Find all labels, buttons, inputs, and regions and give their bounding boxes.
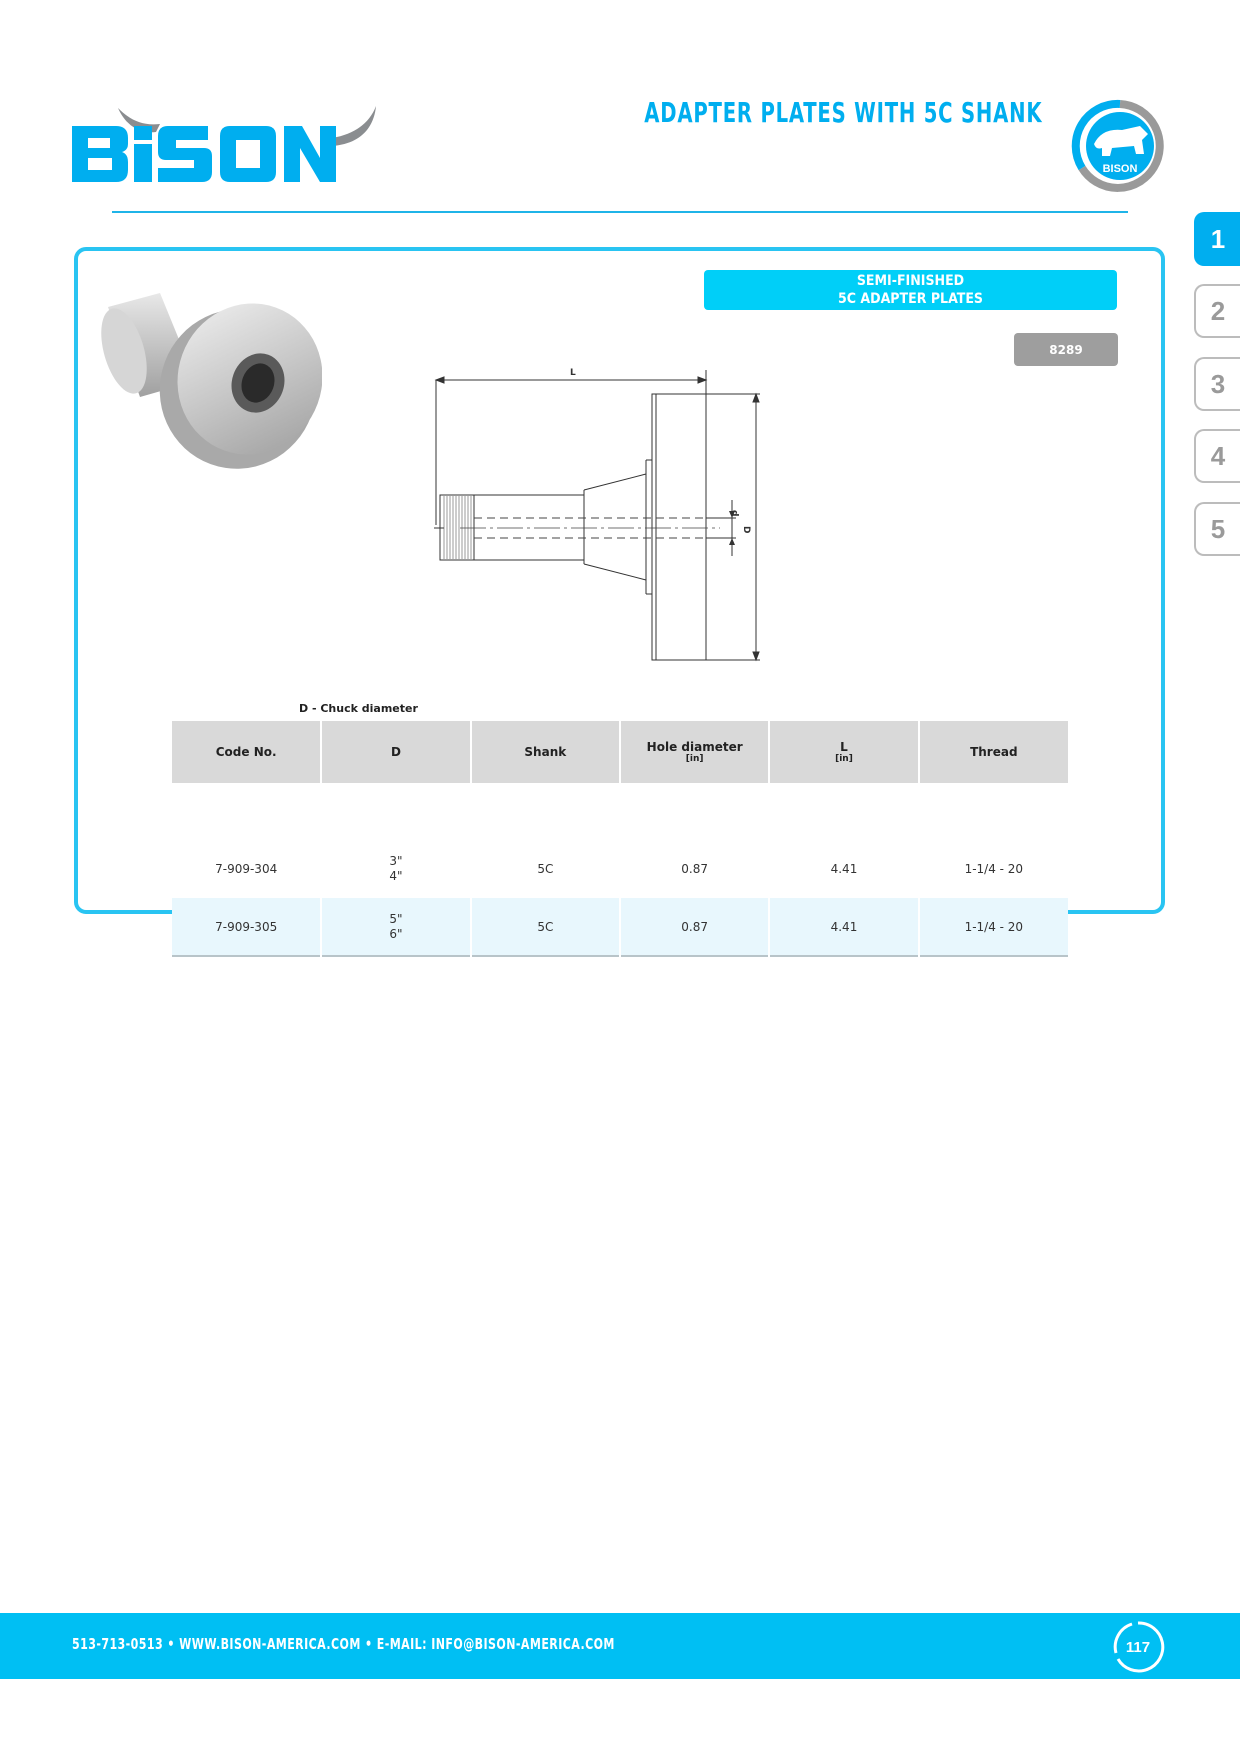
cell-shank: 5C [471,840,620,898]
cell-d: 3" 4" [321,840,470,898]
cell-thread: 1-1/4 - 20 [964,862,1024,876]
cell-hole: 0.87 [620,898,769,956]
header-shank: Shank [471,721,620,783]
badge-line-1: SEMI-FINISHED [856,273,965,289]
table-row [172,840,1068,898]
table-header-row [172,721,1068,783]
product-photo [100,285,322,473]
product-code-badge: 8289 [1014,333,1118,366]
dimension-label-chuck-d: D [741,526,751,534]
header-hole-diameter: Hole diameter [in] [620,721,769,783]
cell-code: 7-909-305 [172,898,321,956]
spec-table [172,721,1068,957]
cell-code: 7-909-304 [172,840,321,898]
dimension-label-l: L [570,368,576,378]
cell-l: 4.41 [769,840,918,898]
chapter-tab-1[interactable]: 1 [1194,212,1240,266]
technical-drawing [430,360,770,680]
legend-note: D - Chuck diameter [299,702,418,715]
footer-contact: 513-713-0513 • WWW.BISON-AMERICA.COM • E-MAIL: INFO@BISON-AMERICA.COM [72,1635,615,1653]
chapter-tab-4[interactable]: 4 [1194,429,1240,483]
chapter-tab-3[interactable]: 3 [1194,357,1240,411]
cell-shank: 5C [471,898,620,956]
header-divider [112,211,1128,213]
emblem-text: BISON [1102,163,1138,175]
footer-bar [0,1613,1240,1679]
table-row [172,898,1068,956]
cell-d: 5" 6" [321,898,470,956]
header-thread: Thread [919,721,1068,783]
page-title: ADAPTER PLATES WITH 5C SHANK [643,96,1042,129]
product-category-badge [704,270,1117,310]
cell-thread: 1-1/4 - 20 [919,898,1068,956]
bison-logo [70,100,380,190]
bison-emblem-icon [1068,98,1172,194]
cell-l: 4.41 [769,898,918,956]
header-d: D [321,721,470,783]
page-number: 117 [1125,1638,1151,1656]
chapter-tab-5[interactable]: 5 [1194,502,1240,556]
dimension-label-d: d [729,510,739,517]
chapter-tab-2[interactable]: 2 [1194,284,1240,338]
header-code: Code No. [172,721,321,783]
cell-hole: 0.87 [620,840,769,898]
header-l: L [in] [769,721,918,783]
table-spacer [172,783,1068,840]
badge-line-2: 5C ADAPTER PLATES [837,291,984,307]
